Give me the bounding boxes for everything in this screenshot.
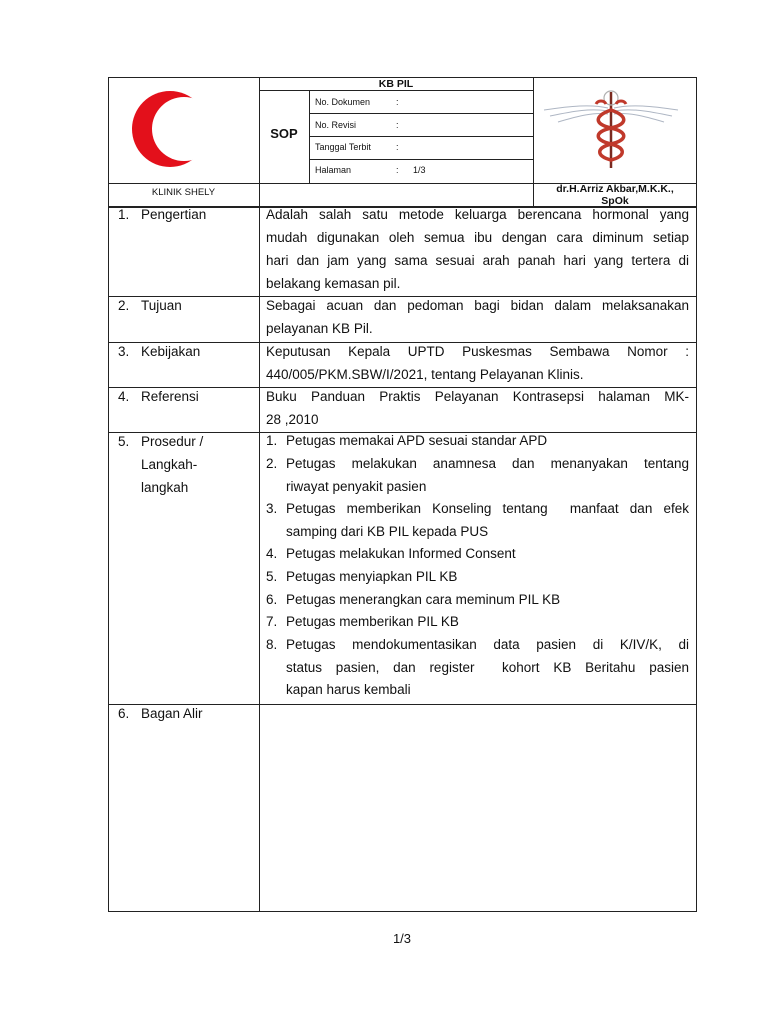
meta-label: Tanggal Terbit [315,142,371,152]
section-number: 2. [118,298,130,313]
section-label: Pengertian [141,207,207,222]
step-text-line: Petugas melakukan anamnesa dan menanyakan tentang [286,456,689,471]
title-underline [259,90,533,91]
meta-label: No. Dokumen [315,97,371,107]
meta-colon: : [396,165,399,175]
section-number: 6. [118,706,130,721]
section-label-line: Langkah- [141,457,198,472]
meta-line-2 [309,136,533,137]
meta-colon: : [396,97,399,107]
page-indicator: 1/3 [392,931,412,946]
header-divider-left [259,77,260,208]
step-number: 7. [266,614,278,629]
step-text-line: kapan harus kembali [286,682,411,697]
section-text-line: mudah digunakan oleh semua ibu dengan cara diminum setiap [266,230,689,245]
section-number: 1. [118,207,130,222]
step-number: 2. [266,456,278,471]
section-text-line: Adalah salah satu metode keluarga berencana hormonal yang [266,207,689,222]
body-column-divider [259,206,260,912]
step-number: 3. [266,501,278,516]
step-text-line: Petugas memberikan PIL KB [286,614,459,629]
section-number: 5. [118,434,130,449]
step-number: 5. [266,569,278,584]
section-text-line: 28 ,2010 [266,412,319,427]
step-text-line: samping dari KB PIL kepada PUS [286,524,489,539]
section-text-line: 440/005/PKM.SBW/I/2021, tentang Pelayanan Klinis. [266,367,584,382]
step-text-line: Petugas mendokumentasikan data pasien di K/IV/K, di [286,637,689,652]
step-text-line: Petugas menyiapkan PIL KB [286,569,458,584]
signatory-name-line2: SpOk [601,195,629,207]
meta-colon: : [396,142,399,152]
section-text-line: Sebagai acuan dan pedoman bagi bidan dalam melaksanakan [266,298,689,313]
meta-line-1 [309,113,533,114]
meta-label: Halaman [315,165,352,175]
section-text-line: pelayanan KB Pil. [266,321,373,336]
caduceus-logo [536,80,686,180]
document-title: KB PIL [378,78,414,90]
section-label: Kebijakan [141,344,201,359]
meta-label: No. Revisi [315,120,357,130]
step-number: 8. [266,637,278,652]
section-label: Tujuan [141,298,182,313]
section-text-line: Buku Panduan Praktis Pelayanan Kontrasepsi halaman MK- [266,389,689,404]
section-number: 4. [118,389,130,404]
clinic-name: KLINIK SHELY [151,187,216,198]
section-label-line: langkah [141,480,189,495]
meta-value: 1/3 [413,165,426,175]
header-divider-right [533,77,534,208]
step-number: 4. [266,546,278,561]
step-text-line: status pasien, dan register kohort KB Beritahu pasien [286,660,689,675]
sop-label: SOP [270,126,298,141]
step-number: 1. [266,433,278,448]
step-text-line: Petugas menerangkan cara meminum PIL KB [286,592,561,607]
signatory-name-line1: dr.H.Arriz Akbar,M.K.K., [556,183,674,195]
section-label: Bagan Alir [141,706,203,721]
meta-colon: : [396,120,399,130]
step-text-line: riwayat penyakit pasien [286,479,427,494]
step-number: 6. [266,592,278,607]
section-text-line: belakang kemasan pil. [266,276,401,291]
section-text-line: Keputusan Kepala UPTD Puskesmas Sembawa Nomor : [266,344,689,359]
step-text-line: Petugas memberikan Konseling tentang manfaat dan efek [286,501,689,516]
step-text-line: Petugas memakai APD sesuai standar APD [286,433,548,448]
red-crescent-logo [128,88,214,174]
step-text-line: Petugas melakukan Informed Consent [286,546,516,561]
section-label: Referensi [141,389,199,404]
section-label-line: Prosedur / [141,434,204,449]
section-number: 3. [118,344,130,359]
section-text-line: hari dan jam yang sama sesuai arah panah hari yang tertera di [266,253,689,268]
meta-line-3 [309,159,533,160]
